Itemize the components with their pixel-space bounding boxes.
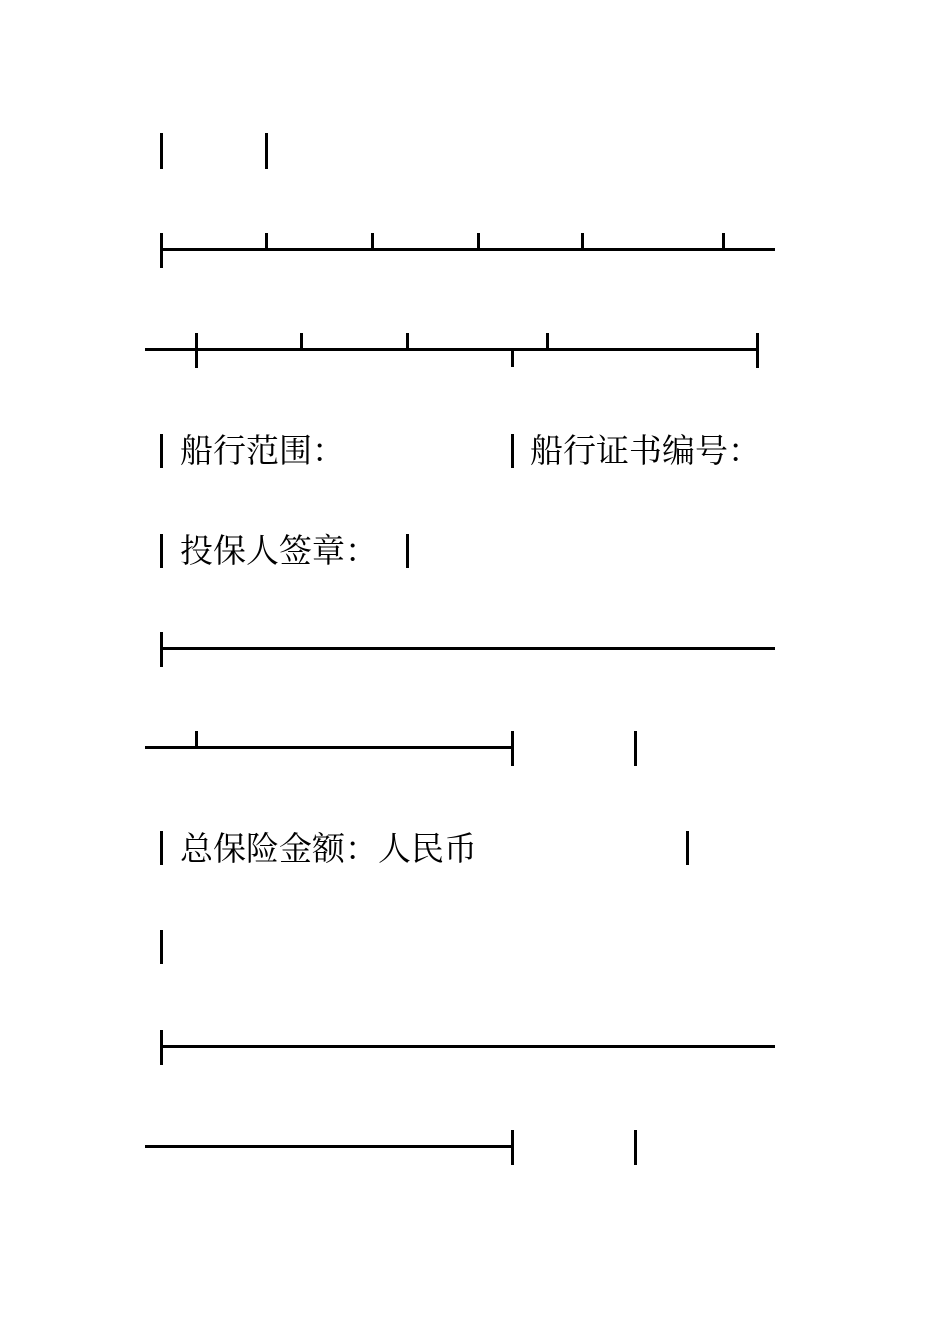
table-border <box>160 1030 163 1065</box>
table-border <box>160 831 163 865</box>
table-border <box>756 333 759 368</box>
table-border <box>581 233 584 250</box>
table-border <box>371 233 374 250</box>
table-border <box>722 233 725 250</box>
navigation-certificate-number-label: 船行证书编号： <box>530 431 761 470</box>
navigation-range-label: 船行范围： <box>180 431 345 470</box>
table-border <box>160 233 163 268</box>
table-border <box>195 333 198 368</box>
table-border <box>160 133 163 169</box>
table-border <box>477 233 480 250</box>
table-border <box>160 534 163 568</box>
table-border <box>160 434 163 468</box>
table-border <box>145 348 759 351</box>
table-border <box>265 233 268 250</box>
total-insured-amount-label: 总保险金额：人民币 <box>180 829 477 868</box>
table-border <box>511 349 514 367</box>
table-border <box>546 333 549 350</box>
table-border <box>406 534 409 568</box>
table-border <box>511 731 514 766</box>
table-border <box>265 133 268 169</box>
table-border <box>511 1130 514 1165</box>
table-border <box>160 930 163 964</box>
table-border <box>634 731 637 766</box>
table-border <box>160 1045 775 1048</box>
table-border <box>406 333 409 350</box>
table-border <box>634 1130 637 1165</box>
table-border <box>160 647 775 650</box>
table-border <box>145 1145 513 1148</box>
applicant-signature-label: 投保人签章： <box>180 531 378 570</box>
table-border <box>195 731 198 748</box>
table-border <box>145 746 513 749</box>
table-border <box>686 831 689 865</box>
table-border <box>160 248 775 251</box>
table-border <box>511 434 514 468</box>
table-border <box>300 333 303 350</box>
table-border <box>160 632 163 667</box>
